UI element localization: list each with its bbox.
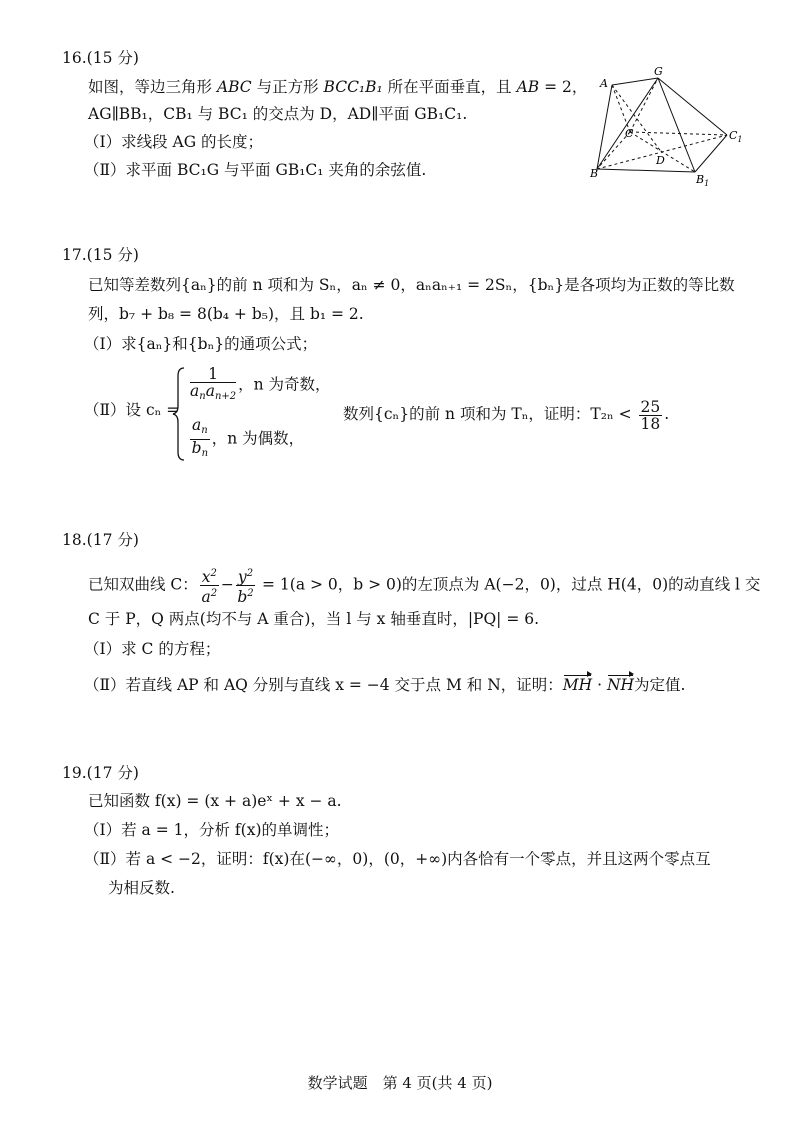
figure-label-c1: $C_1$ — [729, 129, 743, 144]
q18-line2: C 于 P，Q 两点(均不与 A 重合)，当 l 与 x 轴垂直时，|PQ| = 6. — [88, 610, 540, 628]
figure-label-d: D — [656, 154, 665, 167]
q16-number: 16. — [62, 49, 87, 67]
bound-fraction: $\frac{25}{18}$ — [640, 398, 661, 433]
q16-line1-eq: = 2， — [539, 78, 588, 96]
q17-line1: 已知等差数列{aₙ}的前 n 项和为 Sₙ，aₙ ≠ 0，aₙaₙ₊₁ = 2Sₙ，{bₙ}是各项均为正数的等比数 — [88, 276, 735, 294]
figure-label-a: A — [600, 77, 608, 90]
figure-label-b1: $B_1$ — [696, 173, 710, 188]
case1-fraction: $\frac{1}{a_na_{n+2}}$ — [190, 365, 237, 402]
q16-part2: （Ⅱ）求平面 BC₁G 与平面 GB₁C₁ 夹角的余弦值. — [84, 161, 427, 179]
case2-fraction: $\frac{a_n}{b_n}$ — [191, 416, 209, 459]
dot-operator: · — [592, 676, 607, 694]
q18-line1-post: = 1(a > 0，b > 0)的左顶点为 A(−2，0)，过点 H(4，0)的动直线 l 交 — [257, 575, 761, 594]
q18-header — [62, 529, 139, 551]
q18-part2-post: 为定值. — [634, 676, 686, 694]
case1-condition: ，n 为奇数， — [238, 375, 331, 394]
q16-line1-text-c: 所在平面垂直，且 — [382, 78, 517, 96]
figure-label-c: C — [625, 127, 634, 140]
q19-number: 19. — [62, 764, 87, 782]
q19-part1: （Ⅰ）若 a = 1，分析 f(x)的单调性； — [84, 821, 339, 839]
q18-part2-pre: （Ⅱ）若直线 AP 和 AQ 分别与直线 x = −4 交于点 M 和 N，证明： — [84, 676, 563, 694]
q18-part2 — [84, 674, 685, 696]
vector-nh: NH — [606, 676, 635, 694]
q17-case2 — [188, 417, 304, 462]
q19-header — [62, 762, 139, 784]
q16-line1 — [88, 76, 587, 98]
q16-line1-ab: AB — [516, 78, 540, 96]
q17-part2-tail-text: 数列{cₙ}的前 n 项和为 Tₙ，证明：T₂ₙ < — [343, 405, 632, 423]
q19-part2-line2: 为相反数. — [108, 879, 175, 897]
q16-part1: （Ⅰ）求线段 AG 的长度； — [84, 133, 264, 151]
q17-part2-tail — [343, 399, 669, 432]
q17-part1: （Ⅰ）求{aₙ}和{bₙ}的通项公式； — [84, 335, 318, 353]
figure-label-b: B — [590, 167, 599, 180]
q16-header — [62, 47, 139, 69]
vector-mh: MH — [562, 676, 593, 694]
q18-score: (17 分) — [86, 531, 139, 549]
q18-number: 18. — [62, 531, 87, 549]
q17-part2-lead: （Ⅱ）设 cₙ = — [84, 401, 180, 419]
q16-line2: AG∥BB₁，CB₁ 与 BC₁ 的交点为 D，AD∥平面 GB₁C₁. — [88, 105, 468, 123]
page-footer: 数学试题 第 4 页(共 4 页) — [307, 1074, 493, 1092]
q16-line1-abc: ABC — [216, 78, 252, 96]
q19-score: (17 分) — [86, 764, 139, 782]
q17-line2: 列，b₇ + b₈ = 8(b₄ + b₅)，且 b₁ = 2. — [88, 305, 364, 323]
hyperbola-x-term: $\frac{x^2}{a^2}$ — [201, 568, 218, 606]
q17-score: (15 分) — [86, 246, 139, 264]
q16-line1-text-b: 与正方形 — [251, 78, 324, 96]
q18-part1: （Ⅰ）求 C 的方程； — [84, 640, 221, 658]
q19-part2-line1: （Ⅱ）若 a < −2，证明：f(x)在(−∞，0)，(0，+∞)内各恰有一个零点，并且这两个零点互 — [84, 850, 711, 868]
q17-number: 17. — [62, 246, 87, 264]
q17-period: . — [664, 405, 670, 423]
q17-case1 — [188, 366, 331, 405]
q18-line1: 已知双曲线 C： $\frac{x^2}{a^2}$ − $\frac{y^2}{b^2}$ = 1(a > 0，b > 0)的左顶点为 A(−2，0)，过点 H(4，0)的动直线 l 交 — [88, 568, 761, 606]
figure-label-g: G — [654, 65, 663, 78]
q18-line1-pre: 已知双曲线 C： — [88, 575, 198, 594]
case2-condition: ，n 为偶数， — [211, 429, 305, 448]
piecewise-brace — [172, 366, 186, 462]
q16-score: (15 分) — [86, 49, 139, 67]
q16-line1-square: BCC₁B₁ — [323, 78, 383, 96]
geometry-figure — [590, 65, 760, 190]
q16-line1-text-a: 如图，等边三角形 — [88, 78, 217, 96]
q17-header — [62, 244, 139, 266]
hyperbola-y-term: $\frac{y^2}{b^2}$ — [237, 568, 254, 606]
q19-line1: 已知函数 f(x) = (x + a)eˣ + x − a. — [88, 792, 342, 810]
